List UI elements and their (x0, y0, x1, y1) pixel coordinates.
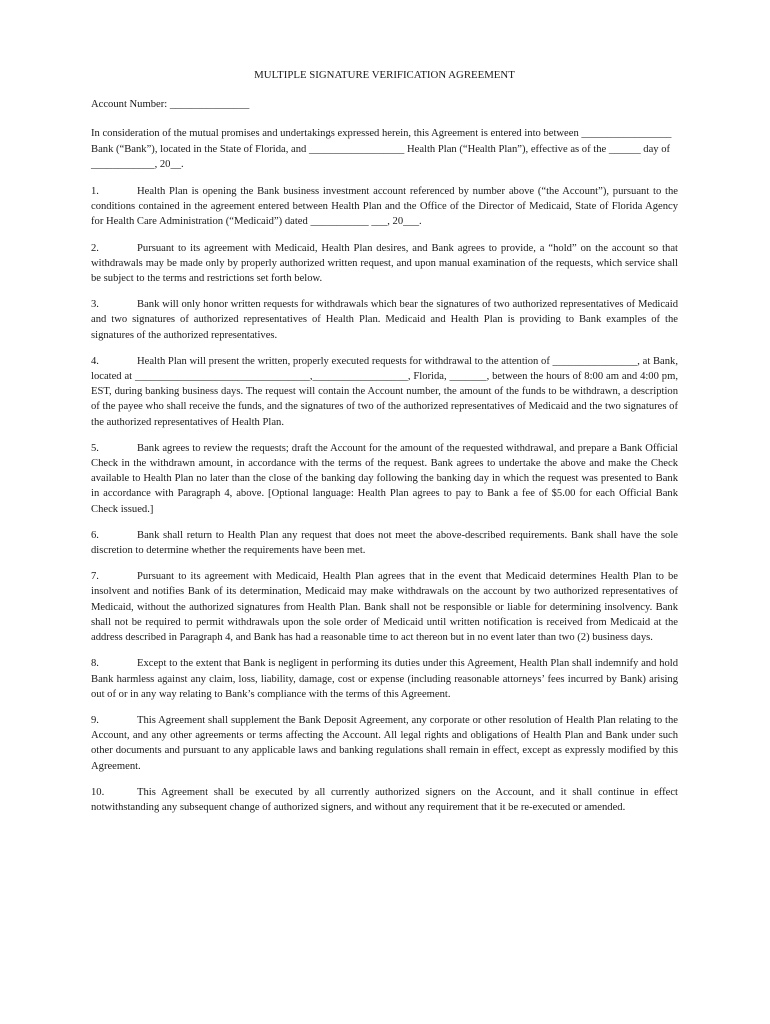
paragraph-5 (91, 441, 678, 517)
paragraph-4 (91, 354, 678, 430)
paragraph-6 (91, 528, 678, 558)
paragraph-text: Health Plan is opening the Bank business investment account referenced by number above (“the Account”), pursuant to the conditions contained in the agreement entered between Health Plan and the Office of the Director of Medicaid, State of Florida Agency for Health Care Administration (“Medicaid”) dated ___________ ___, 20___. (91, 186, 678, 228)
paragraph-1 (91, 184, 678, 230)
paragraph-text: This Agreement shall supplement the Bank Deposit Agreement, any corporate or other resolution of Health Plan relating to the Account, and any other agreements or terms affecting the Account. All legal rights and obligations of Health Plan and Bank under such other documents and pursuant to any applicable laws and banking regulations shall remain in effect, except as expressly modified by this Agreement. (91, 714, 678, 772)
paragraph-number: 9. (91, 714, 99, 726)
paragraph-text: Bank will only honor written requests for withdrawals which bear the signatures of two authorized representatives of Medicaid and two signatures of authorized representatives of Health Plan. Medicaid and Health Plan is providing to Bank examples of the signatures of the authorized representatives. (91, 299, 678, 341)
paragraph-text: Bank agrees to review the requests; draft the Account for the amount of the requested withdrawal, and prepare a Bank Official Check in the withdrawn amount, in accordance with the terms of the request. Bank agrees to undertake the above and make the Check available to Health Plan no later than the close of the banking day following the banking day in which the request was presented to Bank in accordance with Paragraph 4, above. [Optional language: Health Plan agrees to pay to Bank a fee of $5.00 for each Official Bank Check issued.] (91, 442, 678, 515)
paragraph-number: 1. (91, 186, 99, 198)
paragraph-text: Pursuant to its agreement with Medicaid, Health Plan agrees that in the event that Medicaid determines Health Plan to be insolvent and notifies Bank of its determination, Medicaid may make withdrawals on the account by two authorized representatives of Medicaid, without the authorized signatures from Health Plan. Bank shall not be responsible or liable for determining insolvency. Bank shall not be required to permit withdrawals upon the sole order of Medicaid until written notification is received from Medicaid at the address described in Paragraph 4, and Bank has had a reasonable time to act thereon but in no event later than two (2) business days. (91, 571, 678, 644)
paragraph-number: 6. (91, 529, 99, 541)
intro-paragraph: In consideration of the mutual promises and undertakings expressed herein, this Agreement is entered into between _________________ Bank (“Bank”), located in the State of Florida, and __________________ Health Plan (“Health Plan”), effective as of the ______ day of ____________, 20__. (91, 128, 672, 170)
paragraph-number: 8. (91, 658, 99, 670)
paragraph-number: 5. (91, 442, 99, 454)
document-title: MULTIPLE SIGNATURE VERIFICATION AGREEMENT (254, 69, 515, 81)
paragraph-text: Except to the extent that Bank is negligent in performing its duties under this Agreement, Health Plan shall indemnify and hold Bank harmless against any claim, loss, liability, damage, cost or expense (including reasonable attorneys’ fees incurred by Bank) arising out of or in any way relating to Bank’s compliance with the terms of this Agreement. (91, 658, 678, 700)
paragraph-number: 2. (91, 242, 99, 254)
paragraph-number: 4. (91, 355, 99, 367)
paragraph-text: Bank shall return to Health Plan any request that does not meet the above-described requirements. Bank shall have the sole discretion to determine whether the requirements have been met. (91, 529, 678, 557)
paragraph-text: Health Plan will present the written, properly executed requests for withdrawal to the attention of ________________, at Bank, located at _________________________________,__________________, Florida, _______, between the hours of 8:00 am and 4:00 pm, EST, during banking business days. The request will contain the Account number, the amount of the funds to be withdrawn, a description of the payee who shall receive the funds, and the signatures of two of the authorized representatives of Medicaid and the two signatures of the authorized representatives of Health Plan. (91, 355, 678, 428)
paragraph-2 (91, 241, 678, 287)
paragraph-text: Pursuant to its agreement with Medicaid, Health Plan desires, and Bank agrees to provide, a “hold” on the account so that withdrawals may be made only by properly authorized written request, and upon manual examination of the requests, which service shall be subject to the terms and restrictions set forth below. (91, 242, 678, 285)
paragraph-8 (91, 656, 678, 702)
paragraph-text: This Agreement shall be executed by all currently authorized signers on the Account, and it shall continue in effect notwithstanding any subsequent change of authorized signers, and without any requirement that it be re-executed or amended. (91, 786, 678, 813)
paragraph-9 (91, 713, 678, 774)
paragraph-7 (91, 569, 678, 645)
paragraph-number: 7. (91, 571, 99, 583)
account-number-line: Account Number: _______________ (91, 99, 250, 111)
paragraph-3 (91, 297, 678, 343)
paragraph-number: 3. (91, 299, 99, 311)
paragraph-10 (91, 785, 678, 815)
paragraph-number: 10. (91, 786, 105, 798)
